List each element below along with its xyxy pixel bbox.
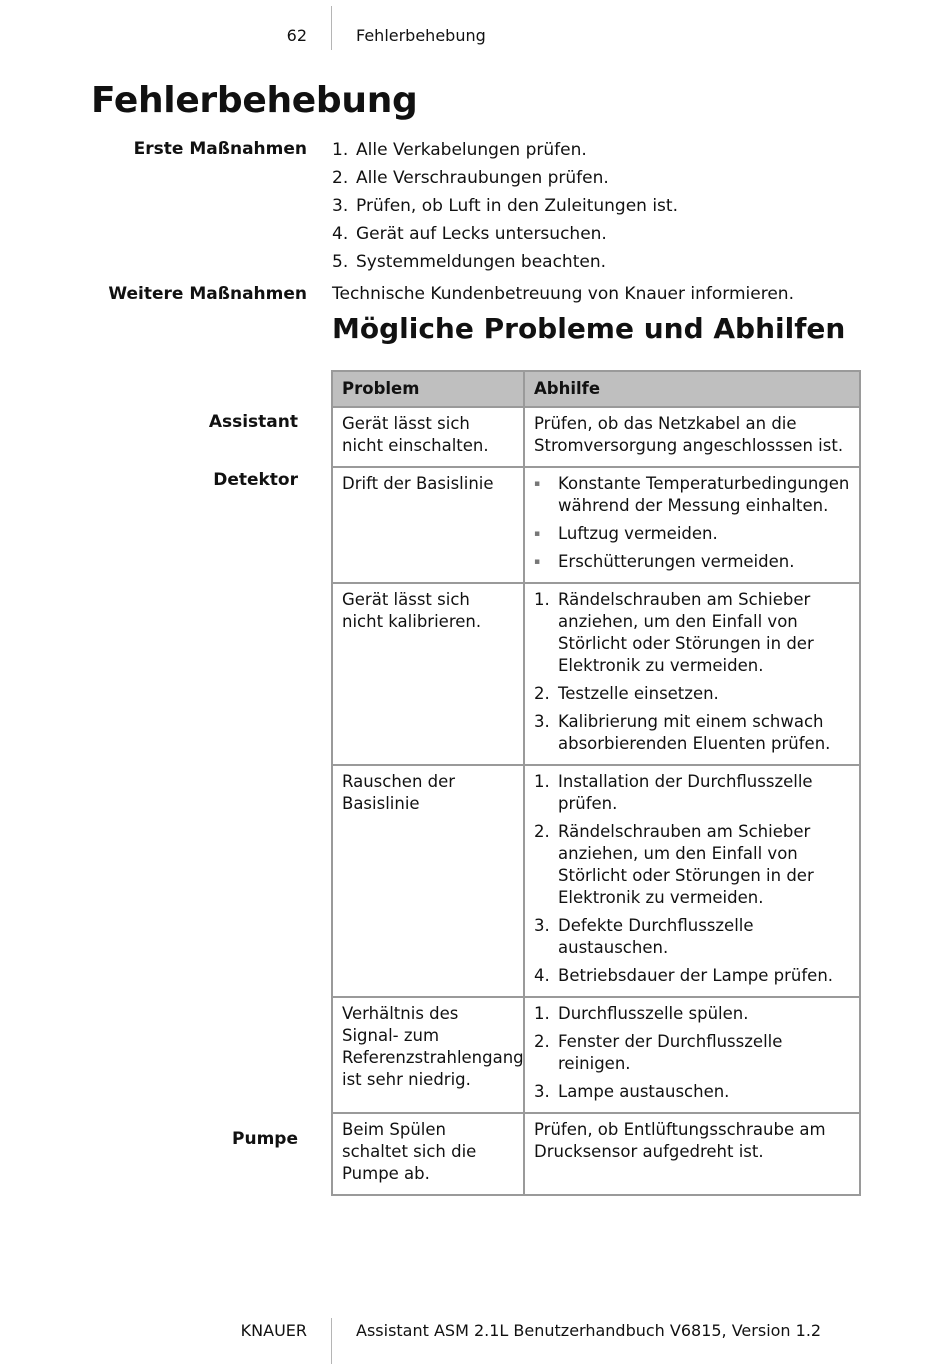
remedy-text: Testzelle einsetzen. — [558, 684, 719, 703]
remedy-text: Durchflusszelle spülen. — [558, 1004, 749, 1023]
list-item — [534, 1003, 850, 1025]
remedy-text: Erschütterungen vermeiden. — [558, 552, 795, 571]
list-item — [534, 1031, 850, 1075]
footer-divider — [331, 1318, 332, 1364]
footer-document-title: Assistant ASM 2.1L Benutzerhandbuch V6815, Version 1.2 — [356, 1321, 822, 1340]
step-number: 5. — [332, 252, 349, 272]
running-header: Fehlerbehebung — [356, 26, 486, 45]
step-number: 2. — [332, 168, 349, 188]
table-row — [332, 1113, 860, 1195]
step-number: 1. — [534, 772, 550, 791]
further-measures-label: Weitere Maßnahmen — [108, 284, 307, 304]
remedy-cell: Prüfen, ob Entlüftungsschraube am Drucksensor aufgedreht ist. — [524, 1113, 860, 1195]
step-number: 3. — [534, 712, 550, 731]
problem-cell: Verhältnis des Signal- zum Referenzstrahlengang ist sehr niedrig. — [332, 997, 524, 1113]
first-measures-label: Erste Maßnahmen — [133, 139, 307, 159]
list-item — [534, 523, 850, 545]
remedy-cell — [524, 467, 860, 583]
table-header-row — [332, 371, 860, 407]
remedy-list — [534, 473, 850, 573]
remedy-list — [534, 589, 850, 755]
table-row — [332, 583, 860, 765]
list-item — [534, 821, 850, 909]
step-text: Gerät auf Lecks untersuchen. — [356, 224, 607, 244]
page-number: 62 — [286, 26, 307, 45]
list-item — [332, 251, 678, 279]
component-label-detektor: Detektor — [213, 470, 298, 490]
step-text: Alle Verkabelungen prüfen. — [356, 140, 587, 160]
list-item — [534, 589, 850, 677]
list-item — [332, 195, 678, 223]
troubleshooting-table — [331, 370, 861, 1196]
problem-cell: Rauschen der Basislinie — [332, 765, 524, 997]
step-number: 3. — [534, 1082, 550, 1101]
step-number: 2. — [534, 1032, 550, 1051]
step-number: 3. — [534, 916, 550, 935]
step-text: Alle Verschraubungen prüfen. — [356, 168, 609, 188]
list-item — [534, 473, 850, 517]
step-number: 1. — [332, 140, 349, 160]
table-row — [332, 467, 860, 583]
step-number: 1. — [534, 590, 550, 609]
step-text: Systemmeldungen beachten. — [356, 252, 606, 272]
step-number: 1. — [534, 1004, 550, 1023]
remedy-list — [534, 771, 850, 987]
list-item — [332, 167, 678, 195]
remedy-text: Betriebsdauer der Lampe prüfen. — [558, 966, 834, 985]
bullet-icon: ▪ — [534, 479, 541, 489]
remedy-cell — [524, 765, 860, 997]
list-item — [332, 139, 678, 167]
first-measures-list — [332, 139, 678, 279]
remedy-text: Installation der Durchflusszelle prüfen. — [558, 772, 813, 813]
step-number: 4. — [534, 966, 550, 985]
remedy-text: Kalibrierung mit einem schwach absorbierenden Eluenten prüfen. — [558, 712, 831, 753]
step-number: 2. — [534, 822, 550, 841]
bullet-icon: ▪ — [534, 529, 541, 539]
remedy-text: Fenster der Durchflusszelle reinigen. — [558, 1032, 783, 1073]
list-item — [534, 711, 850, 755]
table-row — [332, 997, 860, 1113]
further-measures-text: Technische Kundenbetreuung von Knauer informieren. — [332, 284, 794, 304]
column-header-problem: Problem — [332, 371, 524, 407]
column-header-remedy: Abhilfe — [524, 371, 860, 407]
list-item — [534, 771, 850, 815]
footer-brand: KNAUER — [240, 1321, 307, 1340]
section-title: Mögliche Probleme und Abhilfen — [332, 312, 846, 345]
remedy-text: Rändelschrauben am Schieber anziehen, um den Einfall von Störlicht oder Störungen in der Elektronik zu vermeiden. — [558, 590, 814, 675]
list-item — [534, 551, 850, 573]
remedy-text: Konstante Temperaturbedingungen während der Messung einhalten. — [558, 474, 850, 515]
problem-cell: Gerät lässt sich nicht einschalten. — [332, 407, 524, 467]
problem-cell: Gerät lässt sich nicht kalibrieren. — [332, 583, 524, 765]
remedy-text: Lampe austauschen. — [558, 1082, 730, 1101]
step-text: Prüfen, ob Luft in den Zuleitungen ist. — [356, 196, 678, 216]
table-row — [332, 407, 860, 467]
remedy-cell — [524, 583, 860, 765]
remedy-list — [534, 1003, 850, 1103]
header-divider — [331, 6, 332, 50]
remedy-text: Rändelschrauben am Schieber anziehen, um den Einfall von Störlicht oder Störungen in der Elektronik zu vermeiden. — [558, 822, 814, 907]
page-title: Fehlerbehebung — [91, 80, 418, 121]
remedy-text: Luftzug vermeiden. — [558, 524, 718, 543]
table-row — [332, 765, 860, 997]
list-item — [534, 1081, 850, 1103]
problem-cell: Beim Spülen schaltet sich die Pumpe ab. — [332, 1113, 524, 1195]
step-number: 2. — [534, 684, 550, 703]
problem-cell: Drift der Basislinie — [332, 467, 524, 583]
component-label-pumpe: Pumpe — [232, 1129, 298, 1149]
list-item — [332, 223, 678, 251]
step-number: 3. — [332, 196, 349, 216]
remedy-cell — [524, 997, 860, 1113]
component-label-assistant: Assistant — [208, 412, 298, 432]
remedy-cell: Prüfen, ob das Netzkabel an die Stromversorgung angeschlosssen ist. — [524, 407, 860, 467]
bullet-icon: ▪ — [534, 557, 541, 567]
step-number: 4. — [332, 224, 349, 244]
list-item — [534, 915, 850, 959]
remedy-text: Defekte Durchflusszelle austauschen. — [558, 916, 754, 957]
list-item — [534, 683, 850, 705]
list-item — [534, 965, 850, 987]
